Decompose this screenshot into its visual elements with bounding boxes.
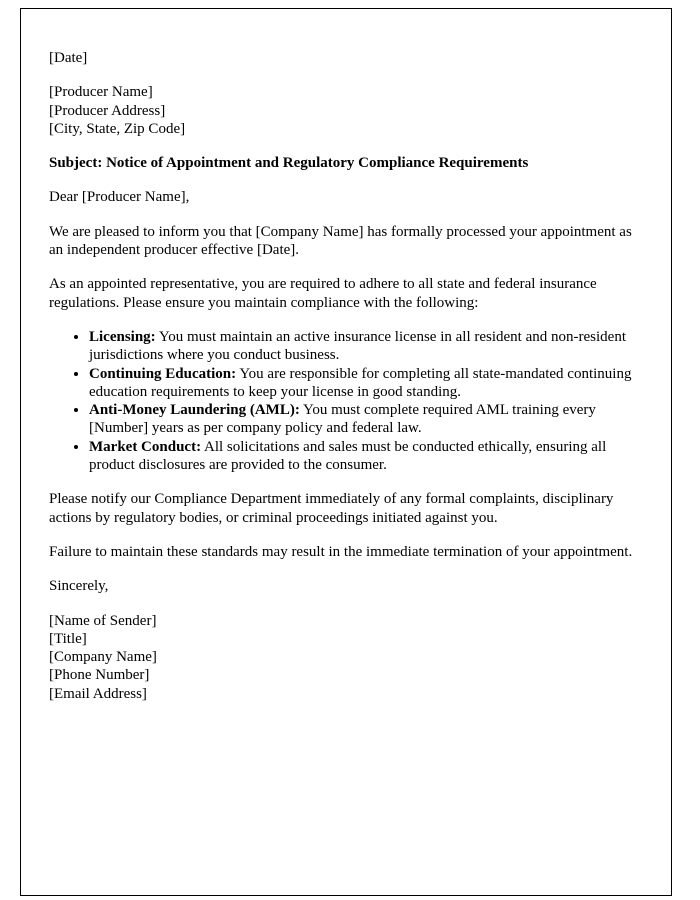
bullet-label: Continuing Education: bbox=[89, 365, 237, 382]
list-item-aml bbox=[89, 401, 643, 438]
sender-company: [Company Name] bbox=[49, 649, 157, 666]
letter-page bbox=[20, 8, 672, 896]
paragraph-termination: Failure to maintain these standards may result in the immediate termination of your appointment. bbox=[49, 543, 633, 560]
recipient-block bbox=[49, 83, 643, 138]
signature-block bbox=[49, 612, 643, 703]
bullet-text: All solicitations and sales must be conducted ethically, ensuring all product disclosures are provided to the consumer. bbox=[89, 438, 607, 474]
recipient-address: [Producer Address] bbox=[49, 102, 166, 119]
salutation: Dear [Producer Name], bbox=[49, 189, 190, 206]
bullet-label: Market Conduct: bbox=[89, 438, 202, 455]
paragraph-notify-compliance: Please notify our Compliance Department immediately of any formal complaints, disciplinary actions by regulatory bodies, or criminal proceedings initiated against you. bbox=[49, 491, 614, 526]
list-item-licensing bbox=[89, 328, 643, 365]
paragraph-appointment: We are pleased to inform you that [Company Name] has formally processed your appointment as an independent producer effective [Date]. bbox=[49, 223, 632, 259]
subject-line: Subject: Notice of Appointment and Regulatory Compliance Requirements bbox=[49, 155, 529, 172]
recipient-city-state-zip: [City, State, Zip Code] bbox=[49, 120, 186, 137]
recipient-name: [Producer Name] bbox=[49, 84, 153, 101]
bullet-text: You are responsible for completing all state-mandated continuing education requirements to keep your license in good standing. bbox=[89, 365, 632, 400]
sender-name: [Name of Sender] bbox=[49, 612, 157, 629]
bullet-label: Licensing: bbox=[89, 328, 156, 345]
bullet-text: You must maintain an active insurance license in all resident and non-resident jurisdictions where you conduct business. bbox=[89, 328, 626, 364]
list-item-continuing-education bbox=[89, 365, 643, 402]
sender-email: [Email Address] bbox=[49, 685, 147, 702]
compliance-list bbox=[49, 328, 643, 474]
bullet-label: Anti-Money Laundering (AML): bbox=[89, 402, 300, 419]
bullet-text: You must complete required AML training every [Number] years as per company policy and federal law. bbox=[89, 402, 596, 437]
date-placeholder: [Date] bbox=[49, 50, 88, 66]
list-item-market-conduct bbox=[89, 438, 643, 475]
sender-title: [Title] bbox=[49, 630, 87, 647]
closing: Sincerely, bbox=[49, 578, 109, 595]
letter-content bbox=[21, 9, 671, 703]
paragraph-regulations: As an appointed representative, you are required to adhere to all state and federal insurance regulations. Please ensure you maintain compliance with the following: bbox=[49, 276, 597, 311]
sender-phone: [Phone Number] bbox=[49, 667, 150, 684]
